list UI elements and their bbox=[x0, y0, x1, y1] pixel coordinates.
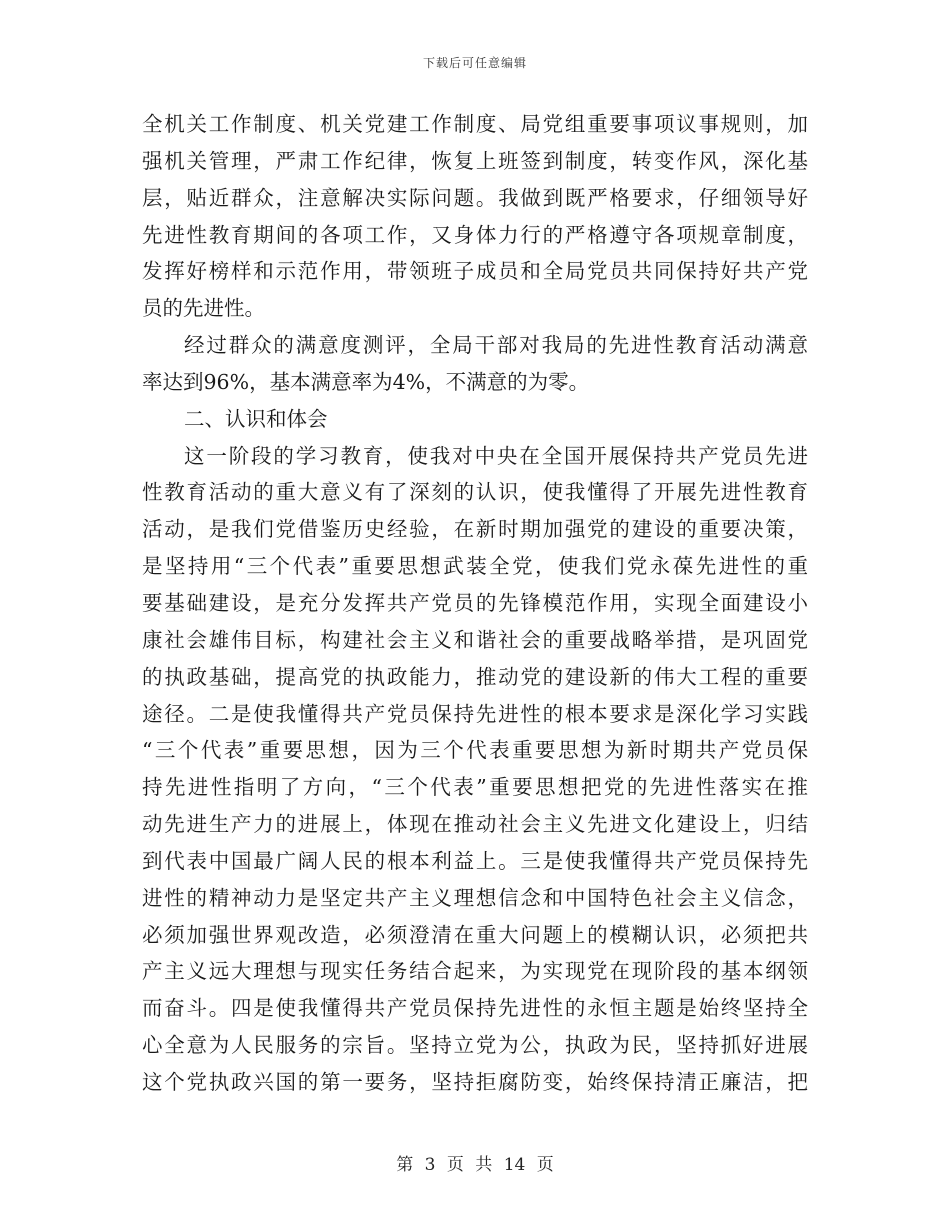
document-body bbox=[142, 106, 808, 1101]
text-line: 的执政基础，提高党的执政能力，推动党的建设新的伟大工程的重要 bbox=[142, 664, 808, 689]
text-line: 必须加强世界观改造，必须澄清在重大问题上的模糊认识，必须把共 bbox=[142, 922, 808, 947]
text-line: 进性的精神动力是坚定共产主义理想信念和中国特色社会主义信念， bbox=[142, 885, 808, 910]
section-heading: 二、认识和体会 bbox=[184, 406, 328, 431]
text-line: “三个代表”重要思想，因为三个代表重要思想为新时期共产党员保 bbox=[142, 738, 808, 763]
text-line: 经过群众的满意度测评，全局干部对我局的先进性教育活动满意 bbox=[184, 333, 808, 358]
text-line: 活动，是我们党借鉴历史经验，在新时期加强党的建设的重要决策， bbox=[142, 517, 808, 542]
text-line: 到代表中国最广阔人民的根本利益上。三是使我懂得共产党员保持先 bbox=[142, 848, 808, 873]
text-line: 率达到96%，基本满意率为4%，不满意的为零。 bbox=[142, 369, 590, 394]
text-line: 员的先进性。 bbox=[142, 296, 265, 321]
text-line: 康社会雄伟目标，构建社会主义和谐社会的重要战略举措，是巩固党 bbox=[142, 627, 808, 652]
text-line: 而奋斗。四是使我懂得共产党员保持先进性的永恒主题是始终坚持全 bbox=[142, 996, 808, 1021]
text-line: 先进性教育期间的各项工作，又身体力行的严格遵守各项规章制度， bbox=[142, 222, 808, 247]
text-line: 全机关工作制度、机关党建工作制度、局党组重要事项议事规则，加 bbox=[142, 112, 808, 136]
text-line: 层，贴近群众，注意解决实际问题。我做到既严格要求，仔细领导好 bbox=[142, 185, 808, 210]
text-line: 途径。二是使我懂得共产党员保持先进性的根本要求是深化学习实践 bbox=[142, 701, 808, 726]
text-line: 这个党执政兴国的第一要务，坚持拒腐防变，始终保持清正廉洁，把 bbox=[142, 1069, 808, 1094]
text-line: 这一阶段的学习教育，使我对中央在全国开展保持共产党员先进 bbox=[184, 443, 808, 468]
text-line: 是坚持用“三个代表”重要思想武装全党，使我们党永葆先进性的重 bbox=[142, 554, 808, 579]
text-line: 动先进生产力的进展上，体现在推动社会主义先进文化建设上，归结 bbox=[142, 812, 808, 837]
text-line: 性教育活动的重大意义有了深刻的认识，使我懂得了开展先进性教育 bbox=[142, 480, 808, 505]
text-line: 产主义远大理想与现实任务结合起来，为实现党在现阶段的基本纲领 bbox=[142, 959, 808, 984]
text-line: 持先进性指明了方向，“三个代表”重要思想把党的先进性落实在推 bbox=[142, 775, 808, 800]
text-line: 发挥好榜样和示范作用，带领班子成员和全局党员共同保持好共产党 bbox=[142, 259, 808, 284]
text-line: 心全意为人民服务的宗旨。坚持立党为公，执政为民，坚持抓好进展 bbox=[142, 1033, 808, 1058]
text-line: 强机关管理，严肃工作纪律，恢复上班签到制度，转变作风，深化基 bbox=[142, 148, 808, 173]
text-line: 要基础建设，是充分发挥共产党员的先锋模范作用，实现全面建设小 bbox=[142, 590, 808, 615]
page-number-footer: 第 3 页 共 14 页 bbox=[396, 1155, 554, 1175]
page-header-note: 下载后可任意编辑 bbox=[422, 56, 527, 70]
